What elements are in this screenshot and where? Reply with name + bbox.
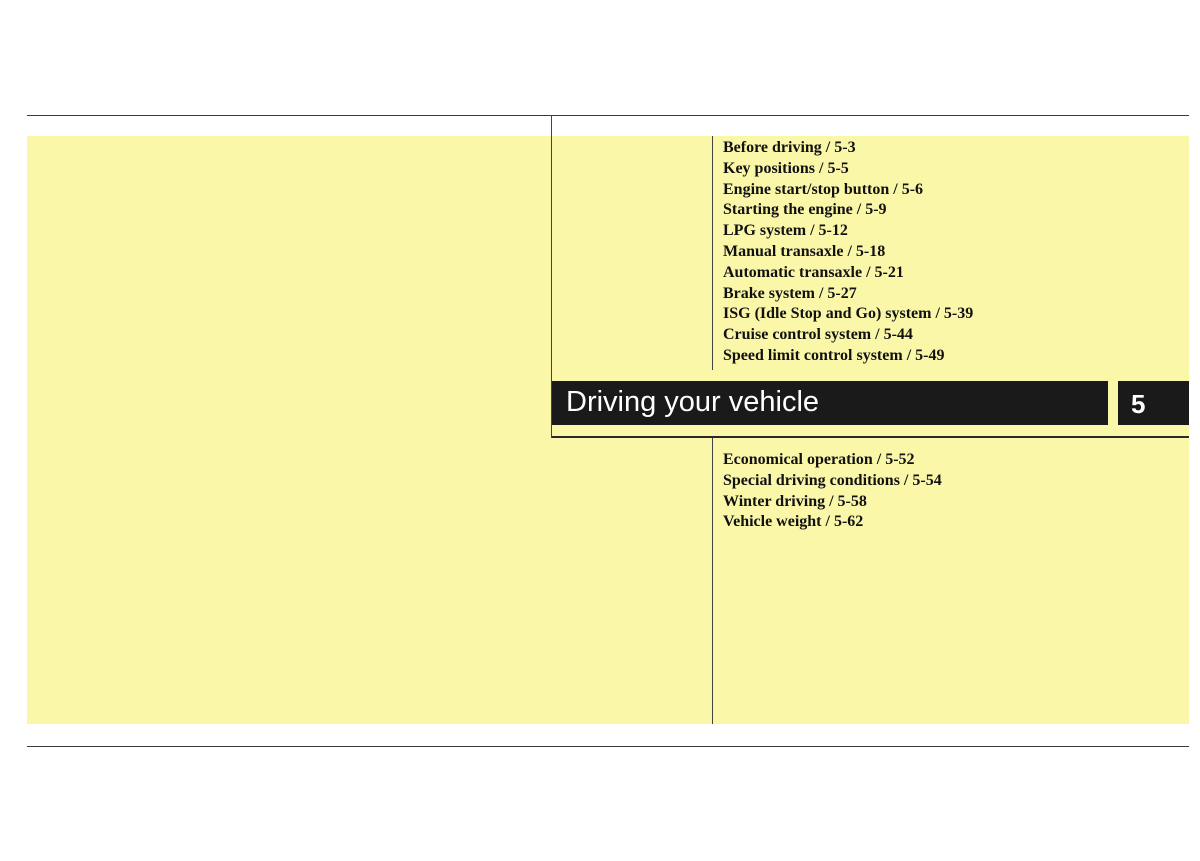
top-rule <box>27 115 1189 116</box>
toc-item: Engine start/stop button / 5-6 <box>723 180 924 198</box>
toc-item: Speed limit control system / 5-49 <box>723 346 945 364</box>
toc-item: Cruise control system / 5-44 <box>723 326 913 344</box>
toc-item: Starting the engine / 5-9 <box>723 201 887 219</box>
toc-lower-list <box>723 450 942 533</box>
toc-item: Brake system / 5-27 <box>723 284 857 302</box>
yellow-content-panel <box>27 136 1189 724</box>
toc-item: Manual transaxle / 5-18 <box>723 242 886 260</box>
chapter-title: Driving your vehicle <box>552 381 1108 425</box>
toc-item: Winter driving / 5-58 <box>723 492 867 510</box>
toc-item: Before driving / 5-3 <box>723 139 856 156</box>
toc-item: Vehicle weight / 5-62 <box>723 513 864 531</box>
toc-item: Automatic transaxle / 5-21 <box>723 263 904 281</box>
toc-item: LPG system / 5-12 <box>723 222 848 240</box>
toc-item: Special driving conditions / 5-54 <box>723 471 942 489</box>
bottom-rule <box>27 746 1189 747</box>
toc-upper-list <box>723 138 973 367</box>
title-underline-rule <box>552 436 1189 438</box>
toc-item: Key positions / 5-5 <box>723 159 849 177</box>
upper-toc-divider <box>712 136 713 370</box>
toc-item: ISG (Idle Stop and Go) system / 5-39 <box>723 305 974 323</box>
lower-toc-divider <box>712 438 713 724</box>
toc-item: Economical operation / 5-52 <box>723 451 915 468</box>
chapter-number-badge: 5 <box>1118 381 1189 425</box>
